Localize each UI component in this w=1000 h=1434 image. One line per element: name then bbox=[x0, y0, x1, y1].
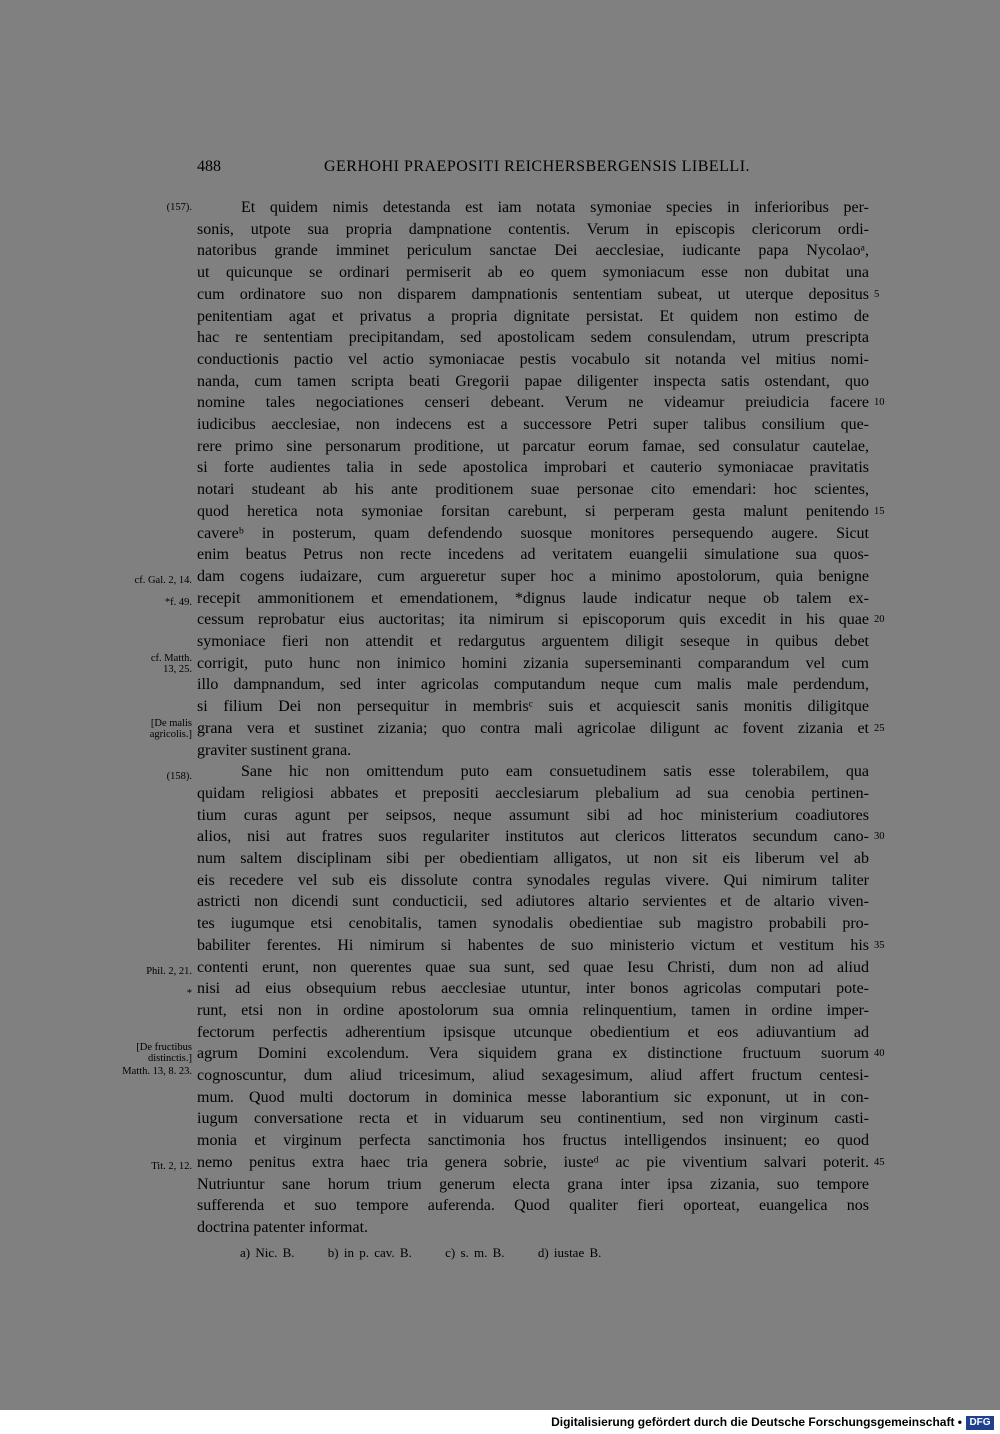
text-line: doctrina patenter informat. bbox=[197, 1218, 369, 1236]
margin-note: agricolis.] bbox=[149, 729, 192, 741]
running-head bbox=[197, 158, 877, 182]
text-line: agrum Domini excolendum. Vera siquidem grana ex distinctione fructuum suorum bbox=[197, 1045, 869, 1063]
margin-note: Phil. 2, 21. bbox=[146, 965, 192, 977]
text-line: si filium Dei non persequitur in membrisᶜ suis et acquiescit sanis monitis diligitque bbox=[197, 698, 869, 716]
text-line: dam cogens iudaizare, cum argueretur super hoc a minimo apostolorum, quia benigne bbox=[197, 567, 869, 585]
margin-note: [De malis bbox=[150, 718, 192, 730]
text-line: num saltem disciplinam sibi per obedientiam alligatos, ut non sit eis liberum vel ab bbox=[197, 850, 869, 867]
digitization-credit-bar bbox=[0, 1410, 1000, 1434]
text-line: symoniace fieri non attendit et redargutus arguentem diligit seseque in quibus debet bbox=[197, 633, 869, 650]
text-line: mum. Quod multi doctorum in dominica messe laborantium sic exponunt, ut in con- bbox=[197, 1088, 869, 1106]
margin-note: *f. 49. bbox=[164, 596, 192, 608]
text-line: graviter sustinent grana. bbox=[197, 741, 352, 759]
text-line: tium curas agunt per seipsos, neque assumunt sibi ad hoc ministerium coadiutores bbox=[197, 806, 869, 824]
line-number: 20 bbox=[874, 614, 885, 626]
line-number: 10 bbox=[874, 397, 885, 409]
text-line: eis recedere vel sub eis dissolute contra synodales regulas vivere. Qui nimirum taliter bbox=[197, 871, 869, 889]
margin-note: Tit. 2, 12. bbox=[151, 1161, 192, 1173]
page-number: 488 bbox=[197, 158, 221, 175]
text-line: notari studeant ab his ante proditionem suae personae cito emendari: hoc scientes, bbox=[197, 481, 869, 499]
text-line: fectorum perfectis adherentium ipsisque utcunque obedientium et eos adiuvantium ad bbox=[197, 1023, 869, 1041]
text-line: rere primo sine personarum proditione, ut parcatur eorum famae, sed consulatur cautelae, bbox=[197, 437, 869, 455]
text-line: cognoscuntur, dum aliud tricesimum, aliud sexagesimum, aliud affert fructum centesi- bbox=[197, 1067, 869, 1084]
text-line: cum ordinatore suo non disparem dampnationis sententiam subeat, ut uterque depositus bbox=[197, 285, 869, 303]
text-line: iugum conversatione recta et in viduarum seu continentium, sed non virginum casti- bbox=[197, 1110, 869, 1128]
text-line: ut quicunque se ordinari permiserit ab eo quem symoniacum esse non dubitat una bbox=[197, 264, 869, 282]
text-line: quod heretica nota symoniae forsitan carebunt, si perperam gesta malunt penitendo bbox=[197, 502, 869, 520]
line-number: 5 bbox=[874, 288, 880, 300]
footnote: d) iustae B. bbox=[537, 1245, 602, 1260]
text-line: nanda, cum tamen scripta beati Gregorii papae diligenter inspecta satis ostendant, quo bbox=[197, 372, 869, 390]
footnote: c) s. m. B. bbox=[445, 1245, 505, 1260]
text-line: natoribus grande imminet periculum sanctae Dei aecclesiae, iudicante papa Nycolaoᵃ, bbox=[197, 242, 869, 260]
text-line: alios, nisi aut fratres suos regulariter institutos aut clericos litteratos secundum cano- bbox=[197, 828, 869, 846]
text-line: Nutriuntur sane horum trium generum electa grana inter ipsa zizania, suo tempore bbox=[197, 1175, 869, 1193]
text-line: runt, etsi non in ordine apostolorum sua omnia relinquentium, tamen in ordine imper- bbox=[197, 1001, 869, 1019]
margin-note: cf. Gal. 2, 14. bbox=[134, 575, 192, 587]
text-line: hac re sententiam precipitandam, sed apostolicam sedem consulendam, utrum prescripta bbox=[197, 329, 869, 347]
text-line: si forte audientes talia in sede apostolica improbari et cauterio symoniacae pravitatis bbox=[197, 459, 869, 477]
margin-note: [De fructibus bbox=[136, 1041, 192, 1053]
text-line: conductionis pactio vel actio symoniacae pestis vocabulo sit notanda vel mitius nomi- bbox=[197, 350, 869, 368]
text-line: nemo penitus extra haec tria genera sobrie, iusteᵈ ac pie viventium salvari poterit. bbox=[197, 1153, 869, 1171]
margin-note: (158). bbox=[166, 770, 192, 782]
text-line: monia et virginum perfecta sanctimonia hos fructus intelligendos insinuent; eo quod bbox=[197, 1132, 869, 1150]
text-line: nisi ad eius obsequium rebus aecclesiae utuntur, inter bonos agricolas computari pote- bbox=[197, 980, 869, 998]
line-number: 15 bbox=[874, 505, 885, 517]
text-line: enim beatus Petrus non recte incedens ad veritatem euangelii simulatione sua quos- bbox=[197, 546, 869, 564]
text-line: sonis, utpote sua propria dampnatione contentis. Verum in episcopis clericorum ordi- bbox=[197, 220, 869, 238]
text-line: grana vera et sustinet zizania; quo contra mali agricolae diligunt ac fovent zizania et bbox=[197, 719, 869, 737]
footnote: b) in p. cav. B. bbox=[327, 1245, 412, 1260]
text-line: illo dampnandum, sed inter agricolas computandum neque cum malis male perdendum, bbox=[197, 676, 869, 694]
text-line: cessum reprobatur eius auctoritas; ita nimirum si episcoporum quis excedit in his quae bbox=[197, 611, 869, 629]
text-line: quidam religiosi abbates et prepositi aecclesiarum plebalium ad sua cenobia pertinen- bbox=[197, 784, 869, 802]
margin-note: * bbox=[186, 987, 192, 999]
line-number: 35 bbox=[874, 939, 885, 951]
book-title: GERHOHI PRAEPOSITI REICHERSBERGENSIS LIBELLI. bbox=[323, 158, 751, 175]
margin-note: Matth. 13, 8. 23. bbox=[122, 1065, 192, 1077]
text-line: nomine tales negociationes censeri debeant. Verum ne videamur preiudicia facere bbox=[197, 394, 869, 412]
text-line: penitentiam agat et privatus a propria dignitate persistat. Et quidem non estimo de bbox=[197, 307, 869, 325]
text-line: sufferenda et suo tempore auferenda. Quod qualiter fieri oporteat, euangelica nos bbox=[197, 1197, 869, 1215]
line-number: 40 bbox=[874, 1048, 885, 1060]
text-line: astricti non dicendi sunt conducticii, sed adiutores altario servientes et de altario viven- bbox=[197, 893, 869, 911]
line-number: 45 bbox=[874, 1156, 885, 1168]
margin-note: 13, 25. bbox=[163, 664, 192, 676]
footnotes bbox=[240, 1245, 629, 1261]
text-line: recepit ammonitionem et emendationem, *dignus laude indicatur neque ob talem ex- bbox=[197, 589, 869, 607]
text-line: Et quidem nimis detestanda est iam notata symoniae species in inferioribus per- bbox=[241, 199, 869, 216]
text-line: tes iugumque etsi cenobitalis, tamen synodalis obedientiae sub magistro probabili pro- bbox=[197, 915, 869, 933]
text-line: cavereᵇ in posterum, quam defendendo suosque monitores persequendo augere. Sicut bbox=[197, 524, 869, 542]
line-number: 25 bbox=[874, 722, 885, 734]
text-line: corrigit, puto hunc non inimico homini zizania superseminanti comparandum vel cum bbox=[197, 654, 869, 672]
text-line: Sane hic non omittendum puto eam consuetudinem satis esse tolerabilem, qua bbox=[241, 763, 869, 781]
margin-note: distinctis.] bbox=[147, 1052, 192, 1064]
credit-text: Digitalisierung gefördert durch die Deutsche Forschungsgemeinschaft • bbox=[551, 1415, 962, 1429]
text-line: babiliter ferentes. Hi nimirum si habentes de suo ministerio victum et vestitum his bbox=[197, 936, 869, 954]
footnote: a) Nic. B. bbox=[240, 1245, 295, 1260]
margin-note: (157). bbox=[166, 202, 192, 213]
margin-note: cf. Matth. bbox=[150, 653, 192, 665]
text-line: contenti erunt, non querentes quae sua sunt, sed quae Iesu Christi, dum non ad aliud bbox=[197, 958, 869, 976]
line-number: 30 bbox=[874, 831, 885, 843]
dfg-logo: DFG bbox=[966, 1416, 994, 1430]
text-line: iudicibus aecclesiae, non indecens est a successore Petri super talibus consilium que- bbox=[197, 416, 869, 433]
